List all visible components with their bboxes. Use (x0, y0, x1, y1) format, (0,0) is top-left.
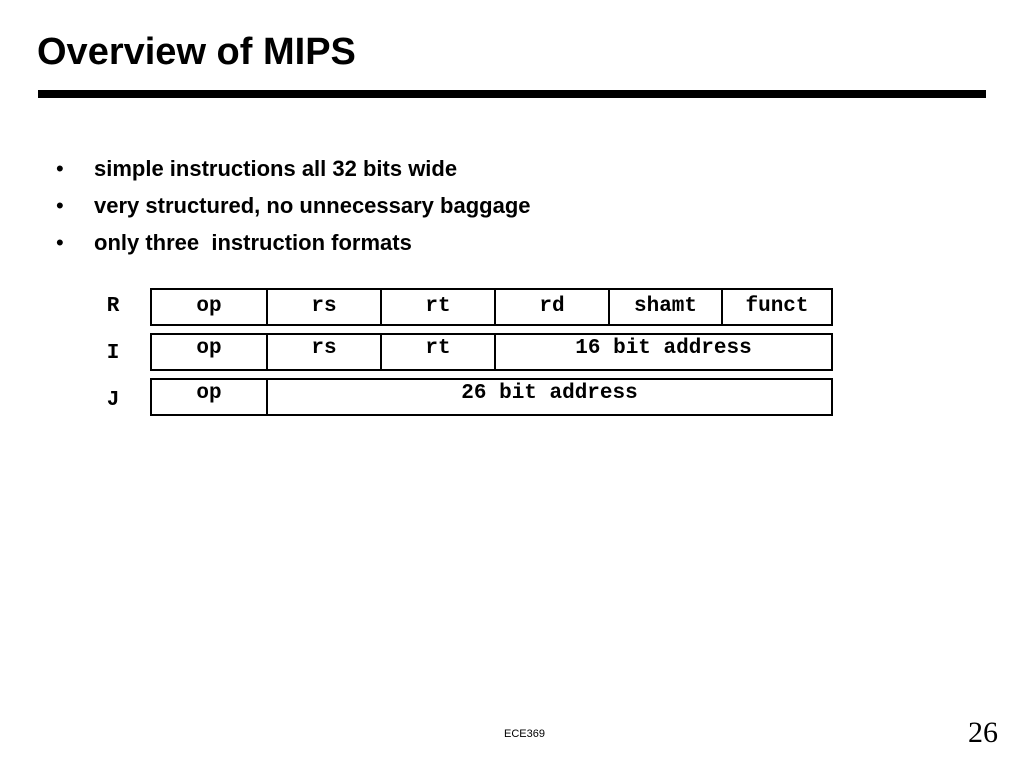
field-op: op (196, 337, 222, 360)
field-rs: rs (266, 290, 380, 324)
field-op: op (196, 295, 222, 318)
bullet-text: simple instructions all 32 bits wide (94, 156, 458, 181)
bullet-item (56, 150, 458, 187)
bullet-list (56, 150, 531, 261)
field-rt: rt (380, 335, 494, 369)
field-rt: rt (380, 290, 494, 324)
format-label-j: J (106, 389, 120, 412)
field-op: op (196, 382, 222, 405)
bullet-marker: • (56, 156, 64, 181)
slide-title: Overview of MIPS (37, 31, 356, 73)
field-rd: rd (494, 290, 608, 324)
j-format-row (150, 378, 833, 416)
bullet-text: only three instruction formats (94, 230, 412, 255)
format-label-i: I (106, 342, 120, 365)
page-number: 26 (968, 716, 998, 749)
title-underline (38, 90, 986, 98)
field-16-bit-address: 16 bit address (494, 335, 831, 369)
format-label-r: R (106, 295, 120, 318)
bullet-marker: • (56, 193, 64, 218)
field-rs: rs (266, 335, 380, 369)
i-format-row (150, 333, 833, 371)
footer-course-code: ECE369 (504, 728, 545, 740)
field-funct: funct (721, 290, 831, 324)
r-format-row (150, 288, 833, 326)
bullet-item (56, 224, 412, 261)
bullet-marker: • (56, 230, 64, 255)
field-26-bit-address: 26 bit address (266, 380, 831, 414)
field-shamt: shamt (608, 290, 721, 324)
bullet-item (56, 187, 531, 224)
bullet-text: very structured, no unnecessary baggage (94, 193, 531, 218)
